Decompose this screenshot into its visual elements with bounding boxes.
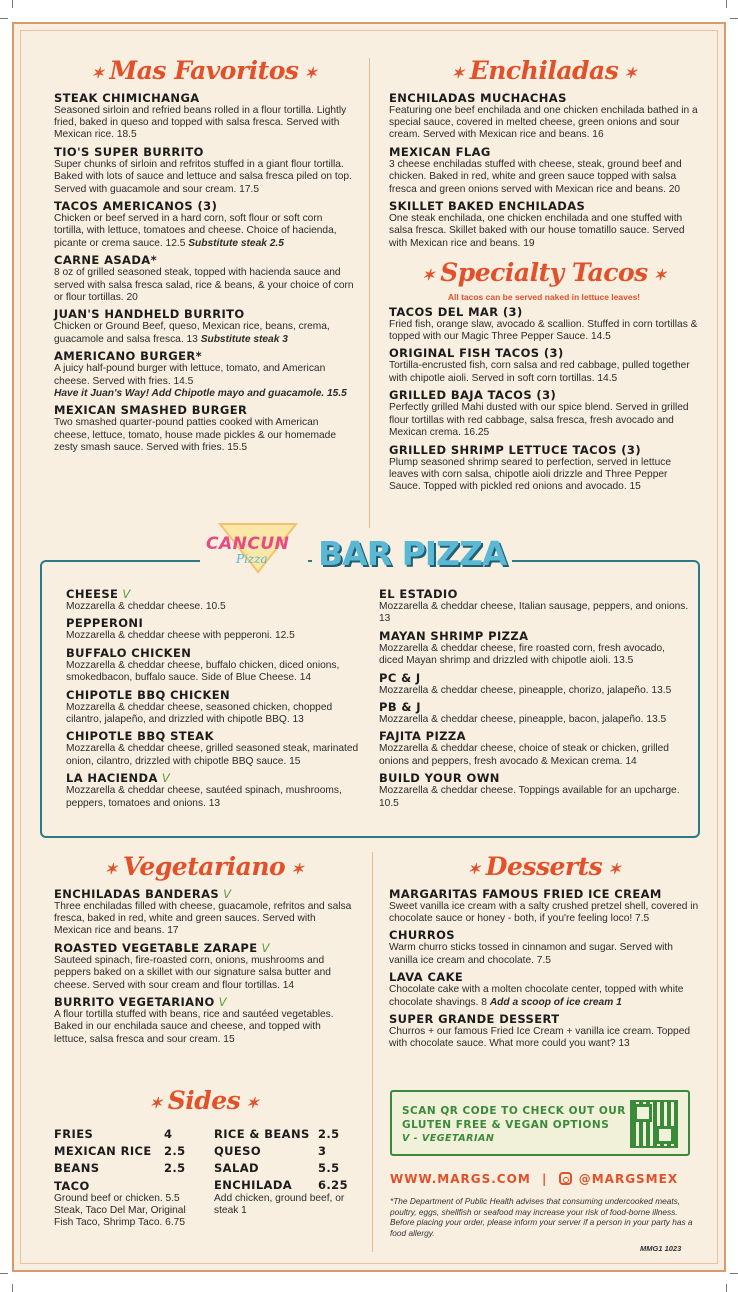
crop-mark — [12, 1284, 13, 1292]
menu-item-desc — [66, 601, 366, 613]
vegetarian-mark: V — [261, 940, 270, 955]
bar-pizza-title: BAR PIZZA — [312, 534, 512, 573]
menu-item-desc-text: Mozzarella & cheddar cheese. 10.5 — [66, 601, 226, 612]
side-item — [214, 1141, 354, 1158]
menu-item-desc — [379, 714, 689, 726]
menu-item-name-text: ENCHILADAS MUCHACHAS — [389, 90, 567, 105]
star-icon: ✶ — [91, 63, 104, 82]
menu-item — [54, 887, 354, 938]
menu-item-desc-text: Mozzarella & cheddar cheese, choice of steak or chicken, grilled onions and peppers, fresh avocado & Mexican crema. 14 — [379, 743, 669, 767]
menu-item — [54, 145, 354, 196]
menu-item-name — [66, 688, 366, 702]
specialty-tacos-list — [389, 305, 699, 494]
menu-item — [66, 587, 366, 613]
menu-item — [379, 771, 689, 810]
menu-item-desc — [379, 785, 689, 810]
vegetarian-mark: V — [161, 771, 171, 786]
menu-item-name — [389, 887, 699, 901]
menu-item-name-text: LAVA CAKE — [389, 970, 464, 985]
vegetarian-mark: V — [218, 994, 227, 1009]
qr-code-icon[interactable] — [630, 1100, 678, 1148]
menu-item-name — [54, 253, 354, 267]
menu-item-desc-text: Super chunks of sirloin and refritos stuffed in a giant flour tortilla. Baked with lots of sauce and lettuce and salsa fresca piled on top. Served with guacamole and sour cream. 17.5 — [54, 158, 352, 195]
menu-item-desc — [54, 417, 354, 454]
enchiladas-section — [389, 56, 699, 494]
menu-item-name — [66, 729, 366, 743]
menu-item — [54, 91, 354, 142]
enchiladas-list — [389, 91, 699, 251]
menu-item-desc — [54, 213, 354, 250]
menu-item-name — [389, 305, 699, 319]
section-title — [389, 56, 699, 88]
menu-item-desc — [66, 630, 366, 642]
menu-item-desc-text: Sauteed spinach, fire-roasted corn, onions, mushrooms and peppers baked on a skillet with our signature salsa butter and cheese. Served with sour cream and flour tortillas. 14 — [54, 954, 331, 991]
crop-mark — [0, 1273, 8, 1274]
menu-item-name-text: CHIPOTLE BBQ STEAK — [66, 729, 214, 744]
menu-item-desc-text: Mozzarella & cheddar cheese, pineapple, bacon, jalapeño. 13.5 — [379, 714, 667, 726]
menu-item-name-text: LA HACIENDA — [66, 771, 158, 786]
menu-item-desc-text: Featuring one beef enchilada and one chicken enchilada bathed in a special sauce, covered in melted cheese, green onions and sour cream. Served with Mexican rice and beans. 16 — [389, 104, 698, 141]
menu-item — [54, 349, 354, 400]
menu-item-name-text: JUAN'S HANDHELD BURRITO — [54, 307, 245, 322]
menu-item-extra: Have it Juan's Way! Add Chipotle mayo and guacamole. 15.5 — [54, 388, 347, 399]
menu-item-name-text: CHURROS — [389, 928, 455, 943]
side-taco-name: TACO — [54, 1178, 90, 1193]
menu-item-name — [379, 700, 689, 714]
footer-links — [390, 1172, 678, 1186]
mas-favoritos-title: Mas Favoritos — [109, 56, 299, 85]
vegetariano-list — [54, 887, 354, 1047]
crop-mark — [726, 0, 727, 8]
vegetarian-mark: V — [223, 886, 232, 901]
menu-item-name-text: MAYAN SHRIMP PIZZA — [379, 628, 529, 643]
crop-mark — [12, 0, 13, 8]
menu-item-desc-text: One steak enchilada, one chicken enchilada and one stuffed with salsa fresca. Skillet baked with our house tomatillo sauce. Served with Mexican rice and beans. 19 — [389, 212, 685, 249]
instagram-icon — [559, 1172, 572, 1185]
column-divider — [369, 58, 370, 528]
side-enchilada-desc: Add chicken, ground beef, or steak 1 — [214, 1192, 345, 1216]
menu-item-desc-text: Mozzarella & cheddar cheese. Toppings available for an upcharge. 10.5 — [379, 785, 680, 809]
menu-item-desc — [389, 457, 699, 494]
crop-mark — [730, 1273, 738, 1274]
menu-item-name-text: PC & J — [379, 670, 421, 685]
menu-item-name-text: PEPPERONI — [66, 616, 144, 631]
menu-item-name — [379, 587, 689, 601]
menu-item-name — [54, 307, 354, 321]
instagram-handle[interactable]: @MARGSMEX — [578, 1172, 679, 1186]
menu-item-desc — [54, 321, 354, 346]
menu-item-desc-text: Mozzarella & cheddar cheese, buffalo chicken, diced onions, smokedbacon, buffalo sauce. Side of Blue Cheese. 14 — [66, 659, 340, 684]
menu-item-desc-text: Three enchiladas filled with cheese, guacamole, refritos and salsa fresca, baked in red, white and green sauces. Served with Mexican rice and beans. 17 — [54, 900, 352, 937]
menu-item — [54, 253, 354, 304]
menu-item-desc — [66, 660, 366, 685]
menu-item — [54, 403, 354, 454]
menu-item-desc — [389, 1026, 699, 1051]
menu-item-name — [54, 941, 354, 955]
tacos-note: All tacos can be served naked in lettuce leaves! — [447, 291, 641, 302]
menu-item-name — [389, 970, 699, 984]
menu-item-name — [379, 629, 689, 643]
menu-item-name — [379, 771, 689, 785]
menu-item — [389, 388, 699, 439]
desserts-title: Desserts — [485, 852, 603, 881]
menu-item-name-text: CHIPOTLE BBQ CHICKEN — [66, 687, 231, 702]
enchiladas-title: Enchiladas — [469, 56, 619, 85]
menu-item-name — [379, 729, 689, 743]
cancun-pizza-logo — [200, 518, 308, 574]
menu-item — [389, 145, 699, 196]
mas-favoritos-section — [54, 56, 354, 455]
menu-item-name-text: ORIGINAL FISH TACOS (3) — [389, 346, 564, 361]
menu-item-desc-text: Mozzarella & cheddar cheese, fire roasted corn, fresh avocado, diced Mayan shrimp and drizzled with chipotle aioli. 13.5 — [379, 642, 665, 667]
vegetariano-title: Vegetariano — [122, 852, 286, 881]
menu-item — [389, 1012, 699, 1051]
menu-item-desc-text: Mozzarella & cheddar cheese, grilled seasoned steak, marinated onion, cilantro, drizzled with chipotle BBQ sauce. 15 — [66, 743, 359, 767]
menu-item-name — [389, 928, 699, 942]
website-link[interactable]: WWW.MARGS.COM — [390, 1172, 531, 1186]
menu-item-name-text: SKILLET BAKED ENCHILADAS — [389, 198, 586, 213]
menu-item-desc — [389, 213, 699, 250]
menu-item — [389, 443, 699, 494]
menu-item-name-text: ROASTED VEGETABLE ZARAPE — [54, 940, 258, 955]
star-icon: ✶ — [451, 63, 464, 82]
menu-item-desc — [66, 702, 366, 727]
menu-item-desc-text: Mozzarella & cheddar cheese with pepperoni. 12.5 — [66, 630, 295, 642]
menu-item-desc-text: Two smashed quarter-pound patties cooked with American cheese, lettuce, tomato, house made pickles & our homemade zesty smash sauce. Served with fries. 15.5 — [54, 417, 337, 454]
side-taco-desc: Ground beef or chicken. 5.5 Steak, Taco Del Mar, Original Fish Taco, Shrimp Taco. 6.75 — [54, 1192, 186, 1229]
menu-item-name-text: SUPER GRANDE DESSERT — [389, 1011, 560, 1026]
menu-item — [54, 307, 354, 346]
menu-item — [66, 646, 366, 685]
menu-item — [389, 305, 699, 344]
menu-item-name — [389, 443, 699, 457]
menu-item-desc — [66, 785, 366, 810]
menu-item-desc-text: Mozzarella & cheddar cheese, sautéed spinach, mushrooms, peppers, tomatoes and onions. 13 — [66, 785, 342, 809]
menu-item — [389, 970, 699, 1009]
menu-item-name-text: AMERICANO BURGER* — [54, 349, 203, 364]
menu-item-desc — [54, 363, 354, 400]
star-icon: ✶ — [608, 859, 621, 878]
menu-item-name-text: TACOS AMERICANOS (3) — [54, 198, 218, 213]
section-title — [54, 1086, 354, 1118]
menu-item — [379, 629, 689, 668]
crop-mark — [0, 18, 8, 19]
star-icon: ✶ — [624, 63, 637, 82]
menu-item-desc — [54, 267, 354, 304]
star-icon: ✶ — [104, 859, 117, 878]
menu-item-extra: Add a scoop of ice cream 1 — [489, 996, 622, 1008]
menu-item-name-text: FAJITA PIZZA — [379, 729, 466, 744]
menu-item-name — [389, 346, 699, 360]
desserts-list — [389, 887, 699, 1051]
menu-item-desc — [389, 942, 699, 967]
side-item — [54, 1158, 200, 1175]
pizza-list-left — [66, 584, 366, 810]
side-item-price: 4 — [164, 1126, 173, 1141]
menu-item-name-text: STEAK CHIMICHANGA — [54, 90, 200, 105]
menu-item-desc-text: Chocolate cake with a molten chocolate center, topped with white chocolate shavings. 8 — [389, 984, 684, 1008]
menu-item-name — [66, 616, 366, 630]
menu-item-name — [54, 145, 354, 159]
star-icon: ✶ — [304, 63, 317, 82]
menu-item-name — [54, 887, 354, 901]
menu-item-name — [389, 199, 699, 213]
menu-item-desc — [54, 105, 354, 142]
sides-list-left — [54, 1124, 200, 1175]
crop-mark — [730, 18, 738, 19]
side-item-name: BEANS — [54, 1160, 100, 1175]
menu-item-desc-text: Seasoned sirloin and refried beans rolled in a flour tortilla. Lightly fried, baked in queso and topped with salsa fresca. Served with Mexican rice. 18.5 — [54, 104, 347, 141]
menu-item — [379, 700, 689, 726]
specialty-tacos-title: Specialty Tacos — [440, 258, 648, 288]
menu-item-desc-text: Chicken or Ground Beef, queso, Mexican rice, beans, crema, guacamole and salsa fresca. 13 — [54, 321, 330, 345]
footer-separator: | — [541, 1172, 548, 1186]
menu-item-name-text: MEXICAN SMASHED BURGER — [54, 403, 248, 418]
side-item-name: ENCHILADA — [214, 1177, 293, 1192]
menu-item-name-text: BURRITO VEGETARIANO — [54, 994, 215, 1009]
menu-item-desc-text: Plump seasoned shrimp seared to perfection, served in lettuce leaves with corn salsa, chipotle aioli drizzle and Three Pepper Sauce. Topped with pickled red onions and avocado. 15 — [389, 456, 672, 493]
menu-item-name-text: ENCHILADAS BANDERAS — [54, 886, 220, 901]
menu-item-name-text: BUFFALO CHICKEN — [66, 645, 192, 660]
menu-item-desc — [379, 743, 689, 768]
menu-item — [389, 199, 699, 250]
qr-line-2: GLUTEN FREE & VEGAN OPTIONS — [402, 1119, 610, 1131]
menu-item-name-text: BUILD YOUR OWN — [379, 771, 500, 786]
qr-box[interactable] — [390, 1090, 690, 1156]
menu-item — [54, 941, 354, 992]
menu-item — [54, 995, 354, 1046]
menu-item-desc — [389, 105, 699, 142]
side-item-price: 2.5 — [164, 1143, 186, 1158]
side-taco — [54, 1176, 200, 1230]
menu-item-name-text: TACOS DEL MAR (3) — [389, 304, 523, 319]
menu-item-desc-text: Churros + our famous Fried Ice Cream + vanilla ice cream. Topped with chocolate sauce. What more could you want? 13 — [389, 1025, 691, 1050]
menu-item-name-text: MEXICAN FLAG — [389, 144, 491, 159]
menu-item — [379, 587, 689, 626]
menu-item-desc-text: Perfectly grilled Mahi dusted with our spice blend. Served in grilled flour tortillas with red cabbage, salsa fresca, fresh avocado and Mexican crema. 16.25 — [389, 402, 689, 439]
menu-item-desc — [389, 159, 699, 196]
menu-item-desc — [389, 402, 699, 439]
menu-item-desc — [389, 901, 699, 926]
menu-item — [66, 729, 366, 768]
side-item — [214, 1175, 354, 1192]
menu-item-desc — [389, 319, 699, 344]
menu-item-desc-text: Mozzarella & cheddar cheese, seasoned chicken, chopped cilantro, jalapeño, and drizzled with chipotle BBQ. 13 — [66, 701, 333, 726]
qr-line-1: SCAN QR CODE TO CHECK OUT OUR — [402, 1105, 626, 1117]
side-item-price: 5.5 — [318, 1160, 340, 1175]
menu-item-desc-text: Sweet vanilla ice cream with a salty crushed pretzel shell, covered in chocolate sauce or honey - both, if you're feeling loco! 7.5 — [389, 900, 699, 924]
star-icon: ✶ — [467, 859, 480, 878]
menu-item-name — [389, 145, 699, 159]
menu-item-name — [389, 1012, 699, 1026]
cancun-logo-word: CANCUN — [206, 534, 290, 554]
menu-item-name-text: GRILLED SHRIMP LETTUCE TACOS (3) — [389, 442, 641, 457]
menu-item-name — [66, 646, 366, 660]
menu-item-name-text: MARGARITAS FAMOUS FRIED ICE CREAM — [389, 886, 662, 901]
side-item-price: 6.25 — [318, 1177, 348, 1192]
mas-favoritos-list — [54, 91, 354, 455]
menu-item — [66, 688, 366, 727]
menu-item — [389, 887, 699, 926]
menu-code: MMG1 1023 — [640, 1244, 682, 1253]
side-item — [214, 1124, 354, 1141]
side-item — [54, 1124, 200, 1141]
section-title — [389, 852, 699, 884]
menu-item-desc-text: 8 oz of grilled seasoned steak, topped with hacienda sauce and served with salsa fresca salad, rice & beans, & your choice of corn or flour tortillas. 20 — [54, 267, 354, 303]
vegetariano-section — [54, 852, 354, 1046]
menu-item-desc-text: Mozzarella & cheddar cheese, Italian sausage, peppers, and onions. 13 — [379, 601, 689, 625]
column-divider — [372, 852, 373, 1252]
star-icon: ✶ — [246, 1093, 259, 1112]
menu-item-desc — [379, 685, 689, 697]
menu-item-desc — [379, 601, 689, 626]
side-item-price: 2.5 — [164, 1160, 186, 1175]
side-item-name: SALAD — [214, 1160, 259, 1175]
menu-item-desc-text: A flour tortilla stuffed with beans, rice and sautéed vegetables. Baked in our enchilada sauce and cheese, and topped with lettuce, salsa fresca and sour cream. 15 — [54, 1008, 334, 1045]
sides-title: Sides — [167, 1086, 241, 1115]
menu-item — [389, 928, 699, 967]
pizza-list-right — [379, 584, 689, 810]
menu-item-desc — [54, 955, 354, 992]
menu-item-name-text: GRILLED BAJA TACOS (3) — [389, 388, 557, 403]
menu-item-name — [66, 771, 366, 785]
menu-item-name — [54, 199, 354, 213]
menu-item-extra: Substitute steak 2.5 — [188, 237, 284, 249]
menu-item-name — [66, 587, 366, 601]
menu-item-name — [54, 349, 354, 363]
menu-item — [389, 91, 699, 142]
star-icon: ✶ — [149, 1093, 162, 1112]
side-item-name: QUESO — [214, 1143, 262, 1158]
menu-item — [54, 199, 354, 250]
section-title — [54, 852, 354, 884]
menu-item-desc — [54, 1009, 354, 1046]
menu-item-desc-text: Fried fish, orange slaw, avocado & scallion. Stuffed in corn tortillas & topped with our Magic Three Pepper Sauce. 14.5 — [389, 318, 698, 343]
section-title — [389, 258, 699, 290]
menu-item-name-text: PB & J — [379, 700, 421, 715]
star-icon: ✶ — [653, 265, 666, 284]
crop-mark — [726, 1284, 727, 1292]
menu-item-name — [389, 388, 699, 402]
menu-item-desc-text: Warm churro sticks tossed in cinnamon and sugar. Served with vanilla ice cream and chocolate. 7.5 — [389, 942, 673, 966]
menu-item-desc-text: Chicken or beef served in a hard corn, soft flour or soft corn tortilla, with lettuce, tomatoes and cheese. Choice of hacienda, picante or crema sauce. 12.5 — [54, 212, 337, 249]
menu-item-desc — [389, 984, 699, 1009]
menu-item-desc — [54, 159, 354, 196]
vegetarian-mark: V — [122, 587, 131, 601]
menu-item-desc — [54, 901, 354, 938]
menu-item — [379, 729, 689, 768]
vegetarian-key: V - VEGETARIAN — [402, 1133, 495, 1144]
side-item-name: MEXICAN RICE — [54, 1143, 152, 1158]
menu-item-desc-text: 3 cheese enchiladas stuffed with cheese, steak, ground beef and chicken. Baked in red, white and green sauce topped with salsa fresca and green onions served with Mexican rice and beans. 20 — [389, 158, 682, 195]
menu-item-name-text: EL ESTADIO — [379, 587, 458, 601]
health-disclaimer: *The Department of Public Health advises that consuming undercooked meats, poultry, eggs, shellfish or seafood may increase your risk of food-borne illness. Before placing your order, please inform your server if a person in your party has a food allergy. — [390, 1196, 693, 1238]
menu-item-name — [54, 995, 354, 1009]
sides-list-right — [214, 1124, 354, 1192]
cancun-logo-sub: Pizza — [236, 552, 268, 566]
menu-item — [379, 671, 689, 697]
menu-item-name — [54, 403, 354, 417]
side-item — [214, 1158, 354, 1175]
menu-item-name-text: TIO'S SUPER BURRITO — [54, 144, 204, 159]
qr-text — [402, 1104, 626, 1146]
menu-item-desc — [66, 743, 366, 768]
menu-item-desc-text: A juicy half-pound burger with lettuce, tomato, and American cheese. Served with fries. 14.5 — [54, 363, 326, 387]
menu-item-desc — [389, 360, 699, 385]
menu-item-name-text: CARNE ASADA* — [54, 253, 158, 268]
star-icon: ✶ — [291, 859, 304, 878]
menu-item — [66, 616, 366, 642]
menu-item-name-text: CHEESE — [66, 587, 119, 601]
menu-item-name — [54, 91, 354, 105]
side-item-price: 2.5 — [318, 1126, 340, 1141]
menu-item-desc-text: Tortilla-encrusted fish, corn salsa and red cabbage, pulled together with chipotle aioli. Served in soft corn tortillas. 14.5 — [389, 360, 690, 384]
menu-item-extra: Substitute steak 3 — [200, 333, 288, 345]
menu-item — [389, 346, 699, 385]
side-item-name: FRIES — [54, 1126, 94, 1141]
section-title — [54, 56, 354, 88]
star-icon: ✶ — [422, 265, 435, 284]
menu-item-desc-text: Mozzarella & cheddar cheese, pineapple, chorizo, jalapeño. 13.5 — [379, 684, 672, 696]
menu-item-name — [389, 91, 699, 105]
menu-item-desc — [379, 643, 689, 668]
desserts-section — [389, 852, 699, 1051]
menu-item — [66, 771, 366, 810]
side-item-price: 3 — [318, 1143, 327, 1158]
sides-section — [54, 1086, 354, 1254]
side-item — [54, 1141, 200, 1158]
menu-item-name — [379, 671, 689, 685]
side-item-name: RICE & BEANS — [214, 1126, 310, 1141]
